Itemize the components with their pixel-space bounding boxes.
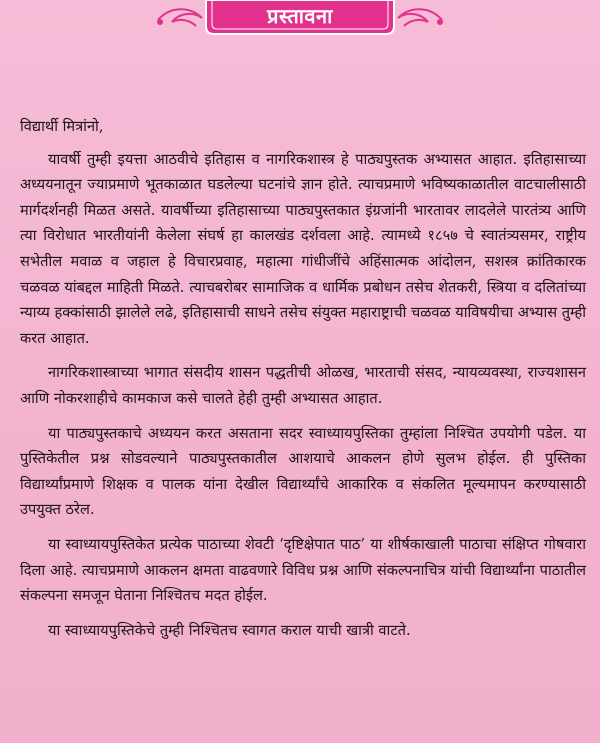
paragraph-history: यावर्षी तुम्ही इयत्ता आठवीचे इतिहास व नागरिकशास्त्र हे पाठ्यपुस्तक अभ्यासत आहात. इतिहासाच्या अध्ययनातून ज्याप्रमाणे भूतकाळात घडलेल्या घटनांचे ज्ञान होते. त्याचप्रमाणे भविष्यकाळातील वाटचालीसाठी मार्गदर्शनही मिळत असते. यावर्षीच्या इतिहासाच्या पाठ्यपुस्तकात इंग्रजांनी भारतावर लादलेले पारतंत्र्य आणि त्या विरोधात भारतीयांनी केलेला संघर्ष हा कालखंड दर्शवला आहे. त्यामध्ये १८५७ चे स्वातंत्र्यसमर, राष्ट्रीय सभेतील मवाळ व जहाल हे विचारप्रवाह, महात्मा गांधीजींचे अहिंसात्मक आंदोलन, सशस्त्र क्रांतिकारक चळवळ यांबद्दल माहिती मिळते. त्याचबरोबर सामाजिक व धार्मिक प्रबोधन तसेच शेतकरी, स्त्रिया व दलितांच्या न्याय्य हक्कांसाठी झालेले लढे, इतिहासाची साधने तसेच संयुक्त महाराष्ट्राची चळवळ याविषयीचा अभ्यास तुम्ही करत आहात. [20,150,586,347]
paragraph-closing: या स्वाध्यायपुस्तिकेचे तुम्ही निश्चितच स्वागत कराल याची खात्री वाटते. [48,621,411,639]
greeting: विद्यार्थी मित्रांनो, [20,118,104,135]
paragraph-workbook-use: या पाठ्यपुस्तकाचे अध्ययन करत असताना सदर स्वाध्यायपुस्तिका तुम्हांला निश्चित उपयोगी पडेल. या पुस्तिकेतील प्रश्न सोडवल्याने पाठ्यपुस्तकातील आशयाचे आकलन होणे सुलभ होईल. ही पुस्तिका विद्यार्थ्यांप्रमाणे शिक्षक व पालक यांना देखील विद्यार्थ्यांचे आकारिक व संकलित मूल्यमापन करण्यासाठी उपयुक्त ठरेल. [20,424,586,519]
preface-body [20,114,586,652]
title-banner [150,0,450,44]
paragraph-civics: नागरिकशास्त्राच्या भागात संसदीय शासन पद्धतीची ओळख, भारताची संसद, न्यायव्यवस्था, राज्यशासन आणि नोकरशाहीचे कामकाज कसे चालते हेही तुम्ही अभ्यासत आहात. [20,364,586,407]
paragraph-workbook-structure: या स्वाध्यायपुस्तिकेत प्रत्येक पाठाच्या शेवटी ‘दृष्टिक्षेपात पाठ’ या शीर्षकाखाली पाठाचा संक्षिप्त गोषवारा दिला आहे. त्याचप्रमाणे आकलन क्षमता वाढवणारे विविध प्रश्न आणि संकल्पनाचित्र यांची विद्यार्थ्यांना पाठातील संकल्पना समजून घेताना निश्चितच मदत होईल. [20,535,586,605]
page-title: प्रस्तावना [267,4,333,28]
